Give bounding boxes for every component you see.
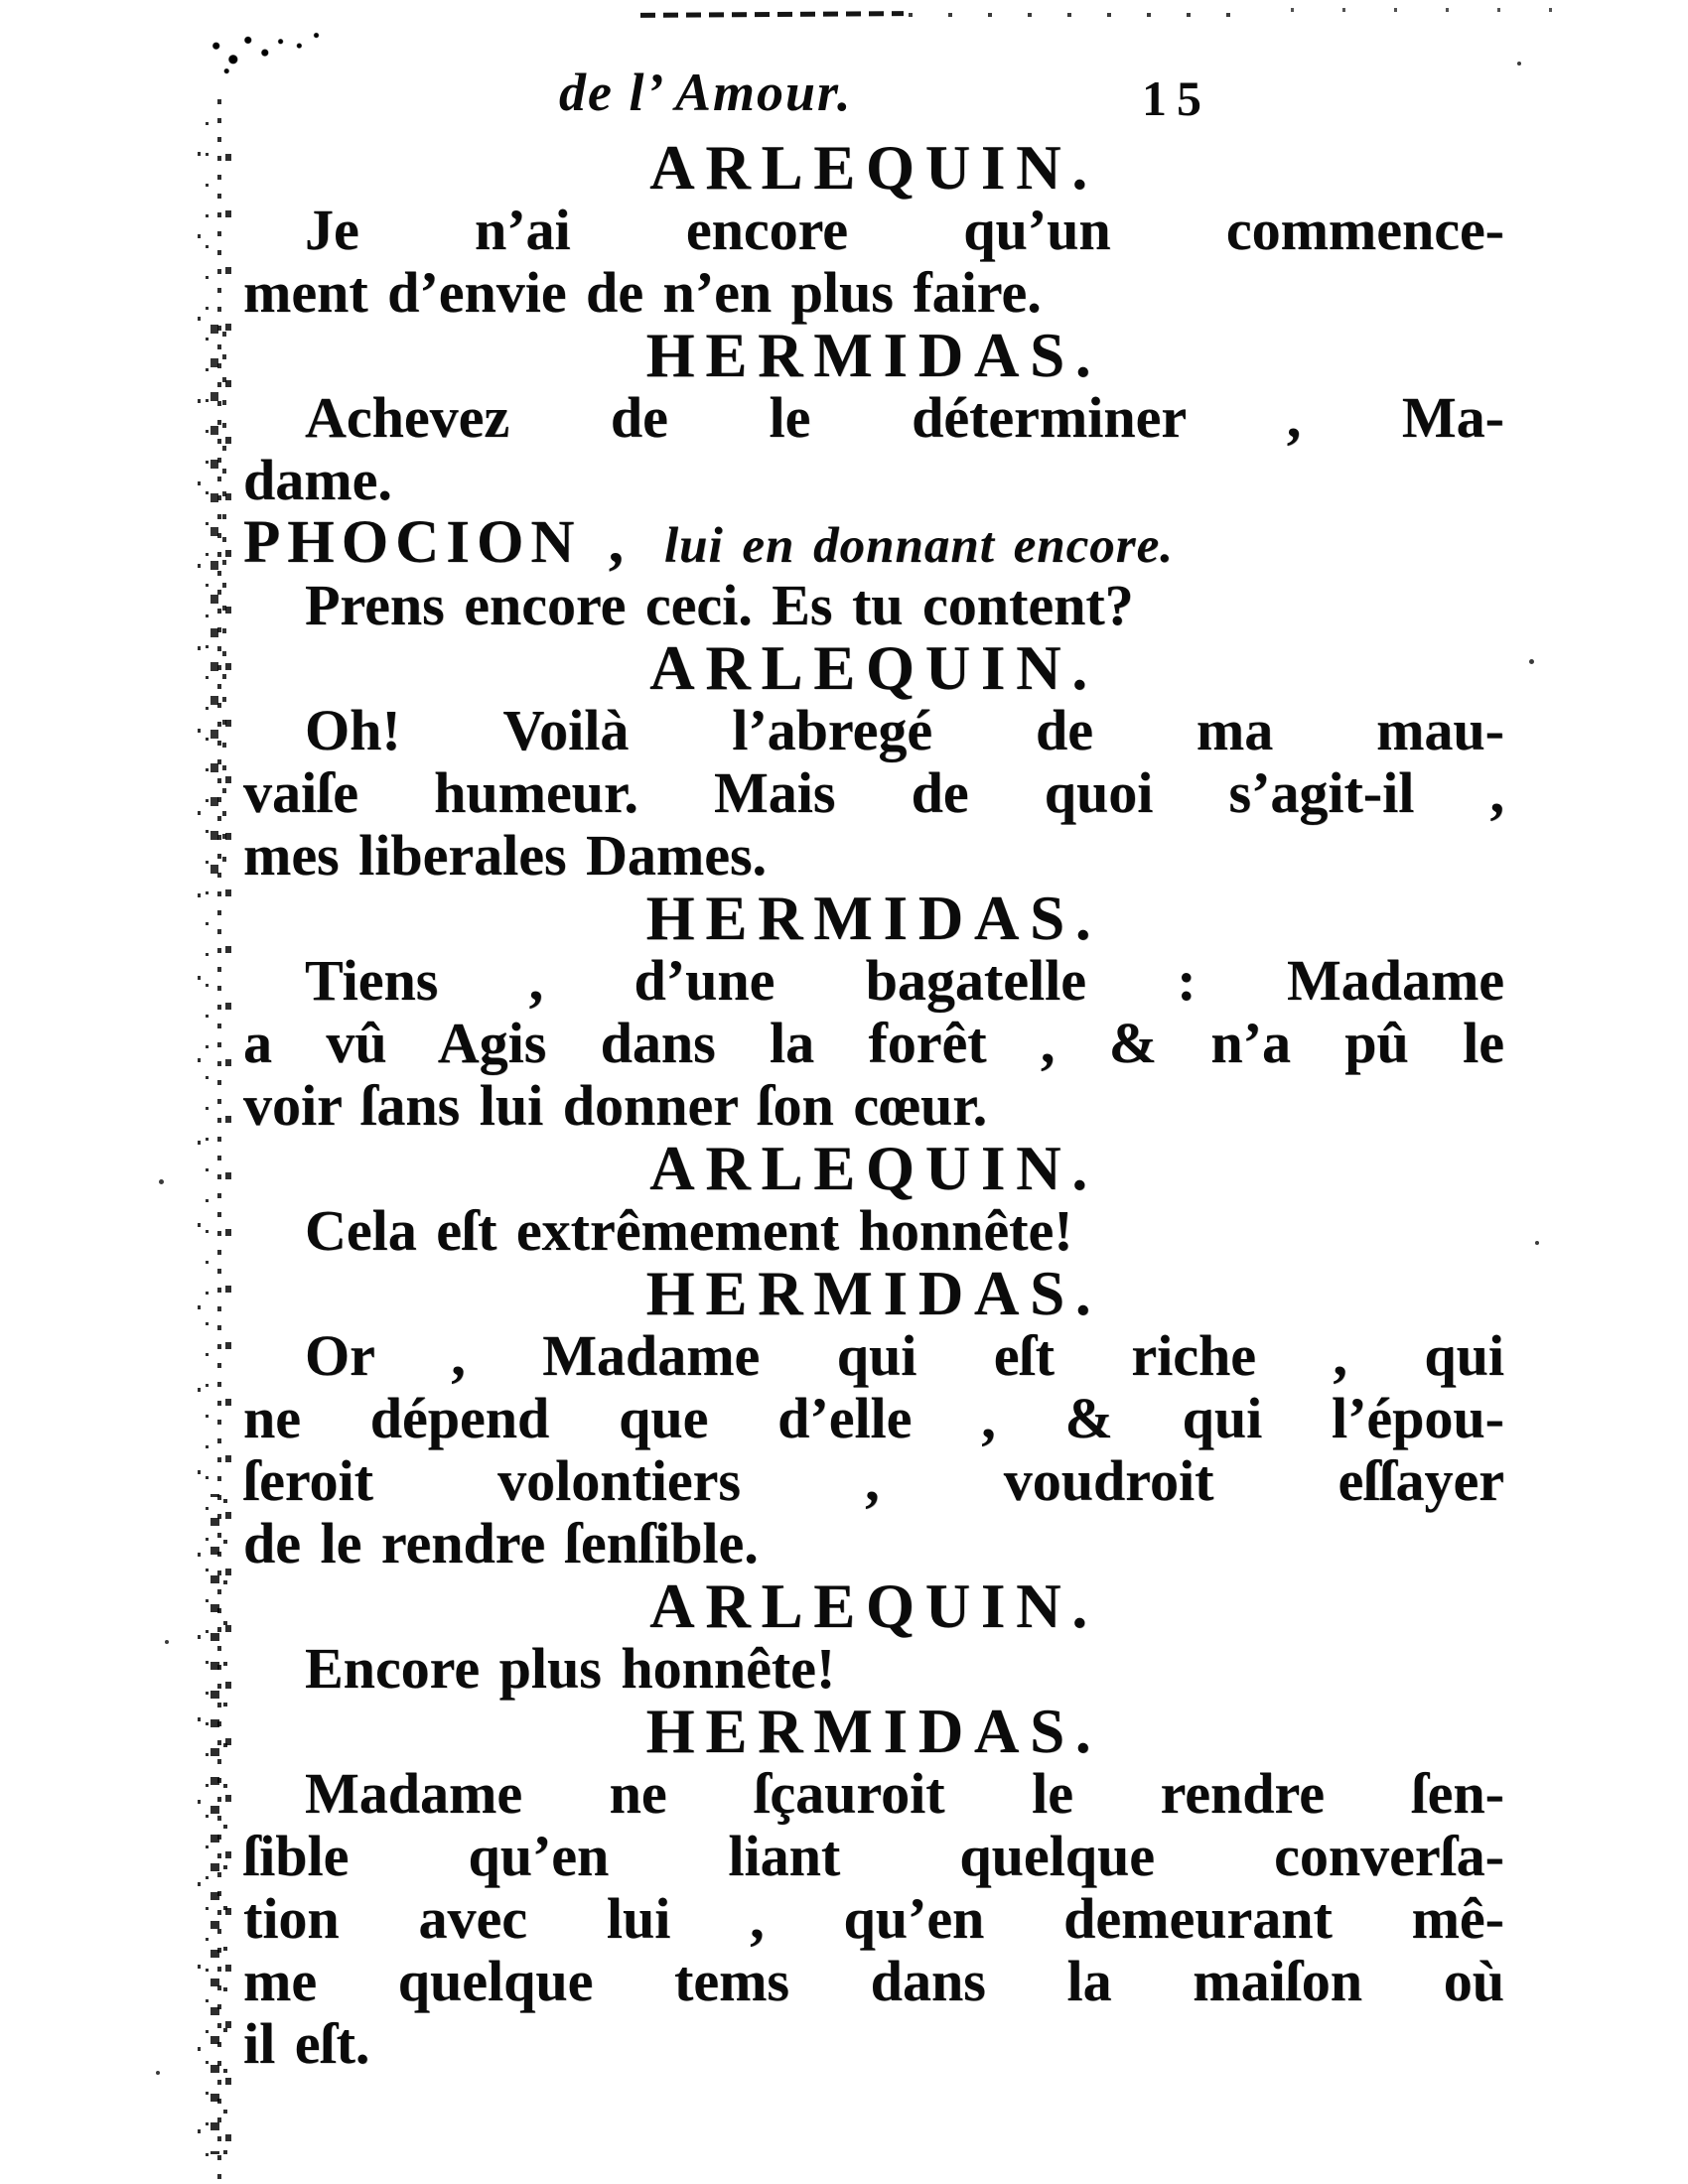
speaker-heading: HERMIDAS. <box>645 884 1102 953</box>
speaker-heading: HERMIDAS. <box>645 321 1102 390</box>
dialogue-line: mes liberales Dames. <box>243 823 768 887</box>
speaker-heading: ARLEQUIN. <box>649 1571 1098 1641</box>
speaker-heading: ARLEQUIN. <box>649 133 1098 203</box>
speaker-heading: HERMIDAS. <box>645 1259 1102 1328</box>
speaker-heading: ARLEQUIN. <box>649 1134 1098 1203</box>
dialogue-line: Encore plus honnête! <box>305 1636 836 1701</box>
dialogue-line: vaiſe humeur. Mais de quoi s’agit-il , <box>243 760 1504 825</box>
text-column <box>243 56 1504 2076</box>
scan-artifact-dashed-line <box>640 11 904 18</box>
dialogue-line: tion avec lui , qu’en demeurant mê- <box>243 1886 1504 1951</box>
scan-artifact-edge-noise <box>199 318 232 874</box>
dialogue-line: Tiens , d’une bagatelle : Madame <box>305 948 1504 1013</box>
running-title: de l’ Amour. <box>559 63 853 122</box>
running-header <box>243 56 1504 137</box>
scan-artifact-speck <box>159 1179 164 1184</box>
dialogue-line: de le rendre ſenſible. <box>243 1511 759 1575</box>
speaker-heading: ARLEQUIN. <box>649 633 1098 703</box>
speaker-stage-direction-line <box>243 509 1504 576</box>
dialogue-line: Prens encore ceci. Es tu content? <box>305 573 1134 637</box>
scan-artifact-edge-noise <box>197 1489 232 2154</box>
dialogue-line: dame. <box>243 448 392 512</box>
dialogue-line: Or , Madame qui eſt riche , qui <box>305 1323 1504 1388</box>
dialogue-line: a vû Agis dans la forêt , & n’a pû le <box>243 1011 1504 1075</box>
scan-artifact-speck <box>1529 659 1534 664</box>
scan-artifact-dots <box>909 13 1256 17</box>
dialogue-line: ſeroit volontiers , voudroit eſſayer <box>243 1448 1504 1513</box>
dialogue-line: Madame ne ſçauroit le rendre ſen- <box>305 1761 1504 1826</box>
scan-artifact-speck <box>1535 1241 1539 1245</box>
dialogue-line: me quelque tems dans la maiſon où <box>243 1949 1504 2013</box>
scan-artifact-speck <box>156 2071 160 2075</box>
dialogue-line: Oh! Voilà l’abregé de ma mau- <box>305 698 1504 762</box>
text-block <box>243 133 1504 2076</box>
stage-direction: lui en donnant encore. <box>663 518 1175 574</box>
speaker-heading: HERMIDAS. <box>645 1697 1102 1766</box>
dialogue-line: ne dépend que d’elle , & qui l’épou- <box>243 1386 1504 1450</box>
dialogue-line: ment d’envie de n’en plus faire. <box>243 260 1042 325</box>
speaker-name: PHOCION , <box>243 509 631 576</box>
dialogue-line: Cela eſt extrêmement honnête! <box>305 1198 1073 1263</box>
dialogue-line: Achevez de le déterminer , Ma- <box>305 385 1504 450</box>
dialogue-line: il eſt. <box>243 2011 370 2076</box>
page-number: 15 <box>1142 70 1211 126</box>
scan-artifact-speck <box>165 1640 169 1644</box>
dialogue-line: Je n’ai encore qu’un commence- <box>305 198 1504 262</box>
scan-artifact-speck <box>1517 62 1521 66</box>
dialogue-line: voir ſans lui donner ſon cœur. <box>243 1073 988 1138</box>
dialogue-line: ſible qu’en liant quelque converſa- <box>243 1824 1504 1888</box>
scan-artifact-dots <box>1291 8 1559 12</box>
